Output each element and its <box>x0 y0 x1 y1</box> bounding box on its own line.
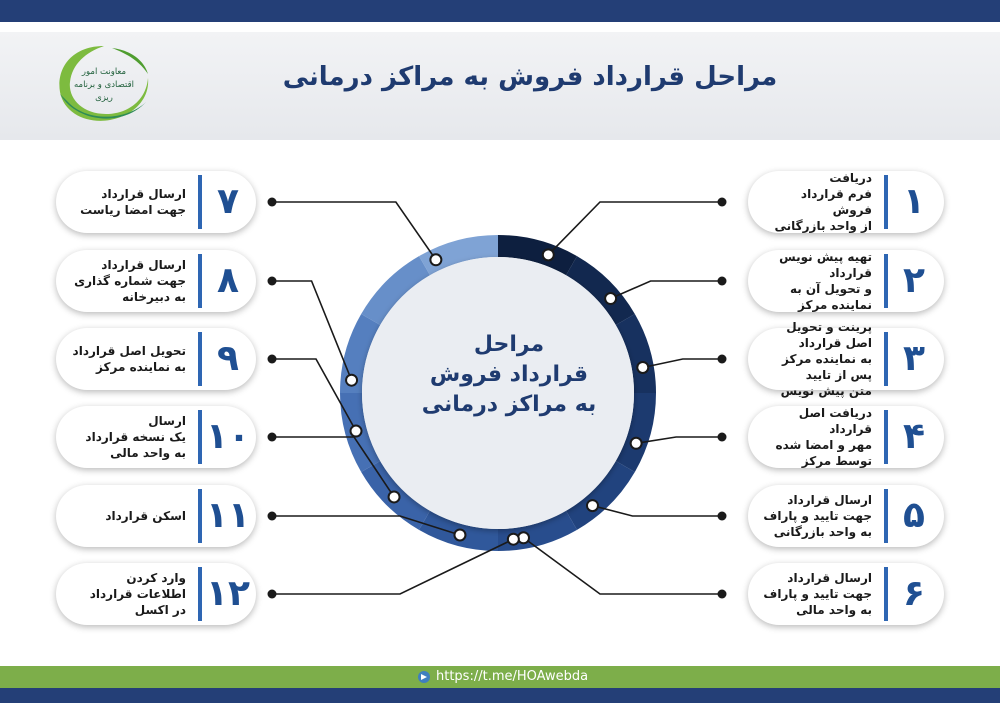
connector-line <box>524 538 722 594</box>
page-title: مراحل قرارداد فروش به مراکز درمانی <box>282 62 778 92</box>
connector-dot <box>351 426 362 437</box>
step-number: ۱۲ <box>206 573 250 614</box>
step-description-line: جهت تایید و پاراف <box>763 587 872 601</box>
step-description-line: به دبیرخانه <box>122 290 186 304</box>
step-description <box>62 406 186 468</box>
connector-dot <box>454 529 465 540</box>
step-description-line: و تحویل آن به نماینده مرکز <box>789 282 872 312</box>
center-title <box>392 330 626 420</box>
step-description-line: اسکن قرارداد <box>105 509 186 523</box>
connector-dot <box>718 512 727 521</box>
step-description <box>62 250 186 312</box>
step-description <box>62 328 186 390</box>
step-description-line: ارسال <box>148 414 186 428</box>
step-description <box>760 563 872 625</box>
step-number: ۱۱ <box>206 495 250 536</box>
connector-line <box>592 506 722 516</box>
step-number: ۳ <box>903 338 925 379</box>
step-description-line: ارسال قرارداد <box>101 258 186 272</box>
footer-link[interactable] <box>418 666 588 688</box>
center-title-line: به مراکز درمانی <box>421 392 597 417</box>
step-description <box>62 171 186 233</box>
step-number: ۹ <box>217 338 239 379</box>
step-description-line: وارد کردن <box>126 571 186 585</box>
step-description-line: ارسال قرارداد <box>101 187 186 201</box>
step-description-line: دریافت اصل قرارداد <box>798 406 872 436</box>
step-number: ۷ <box>217 181 239 222</box>
step-description-line: ارسال قرارداد <box>787 493 872 507</box>
step-description-line: به واحد مالی <box>796 603 872 617</box>
step-card-12 <box>56 563 256 625</box>
step-card-11 <box>56 485 256 547</box>
connector-dot <box>637 362 648 373</box>
step-description-line: جهت تایید و پاراف <box>763 509 872 523</box>
step-number: ۱ <box>903 181 925 222</box>
step-number: ۸ <box>217 260 239 301</box>
connector-line <box>272 202 436 260</box>
step-card-10 <box>56 406 256 468</box>
step-description <box>62 563 186 625</box>
connector-dot <box>346 375 357 386</box>
step-card-2 <box>748 250 944 312</box>
step-description-line: جهت شماره گذاری <box>74 274 186 288</box>
logo-text: معاونت امور اقتصادی و برنامه ریزی <box>73 67 135 103</box>
connector-line <box>611 281 722 299</box>
connector-dot <box>389 491 400 502</box>
step-description-line: مهر و امضا شده <box>775 438 872 452</box>
connector-dot <box>268 198 277 207</box>
step-number: ۲ <box>903 260 925 301</box>
step-description <box>62 485 186 547</box>
step-card-9 <box>56 328 256 390</box>
step-description-line: تهیه پیش نویس قرارداد <box>779 250 872 280</box>
step-number: ۵ <box>903 495 925 536</box>
step-card-6 <box>748 563 944 625</box>
step-description <box>760 485 872 547</box>
step-card-8 <box>56 250 256 312</box>
connector-dot <box>718 433 727 442</box>
connector-line <box>272 281 352 380</box>
step-description <box>760 171 872 233</box>
step-description <box>760 250 872 312</box>
connector-dot <box>268 355 277 364</box>
connector-dot <box>268 590 277 599</box>
step-card-7 <box>56 171 256 233</box>
footer-bottom-bar <box>0 688 1000 703</box>
step-description <box>760 406 872 468</box>
step-description-line: پرینت و تحویل اصل قرارداد <box>786 320 872 350</box>
step-description-line: یک نسخه قرارداد <box>85 430 186 444</box>
connector-dot <box>587 500 598 511</box>
step-number: ۱۰ <box>206 416 250 457</box>
connector-dot <box>718 277 727 286</box>
step-description-line: فرم قرارداد فروش <box>800 187 872 217</box>
step-description-line: توسط مرکز <box>801 454 872 468</box>
step-description <box>760 320 872 398</box>
connector-dot <box>631 438 642 449</box>
step-description-line: ارسال قرارداد <box>787 571 872 585</box>
footer-link-text[interactable]: https://t.me/HOAwebda <box>436 669 589 684</box>
step-number: ۴ <box>903 416 925 457</box>
step-card-5 <box>748 485 944 547</box>
step-description-line: به واحد بازرگانی <box>773 525 872 539</box>
step-description-line: به نماینده مرکز <box>96 360 186 374</box>
step-description-line: جهت امضا ریاست <box>80 203 186 217</box>
step-card-1 <box>748 171 944 233</box>
step-description-line: به واحد مالی <box>110 446 186 460</box>
connector-dot <box>430 254 441 265</box>
telegram-icon <box>418 671 430 683</box>
step-description-line: در اکسل <box>134 603 186 617</box>
step-number: ۶ <box>903 573 925 614</box>
step-description-line: از واحد بازرگانی <box>774 219 872 233</box>
step-description-line: تحویل اصل قرارداد <box>72 344 186 358</box>
step-description-line: متن پیش نویس <box>780 384 872 398</box>
connector-dot <box>605 293 616 304</box>
center-title-line: قرارداد فروش <box>429 362 589 387</box>
connector-dot <box>718 198 727 207</box>
step-description-line: اطلاعات قرارداد <box>89 587 186 601</box>
connector-dot <box>543 249 554 260</box>
step-description-line: دریافت <box>829 171 872 185</box>
connector-line <box>643 359 722 367</box>
step-card-3 <box>748 320 944 398</box>
connector-dot <box>508 534 519 545</box>
connector-dot <box>268 433 277 442</box>
connector-dot <box>268 512 277 521</box>
step-description-line: به نماینده مرکز پس از تایید <box>782 352 872 382</box>
connector-dot <box>268 277 277 286</box>
connector-dot <box>718 355 727 364</box>
connector-dot <box>718 590 727 599</box>
connector-line <box>548 202 722 255</box>
center-title-line: مراحل <box>473 332 545 357</box>
step-card-4 <box>748 406 944 468</box>
